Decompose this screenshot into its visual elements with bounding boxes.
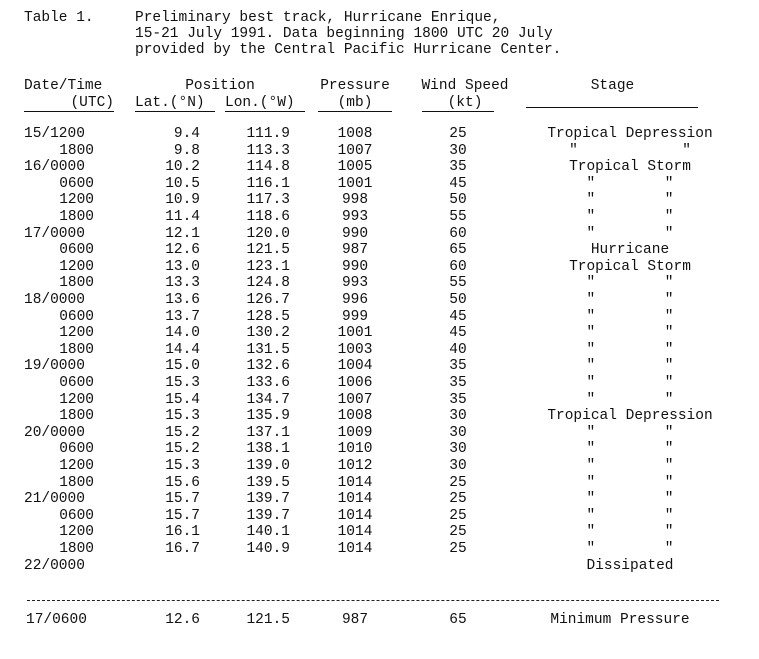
header-position: Position — [185, 78, 255, 94]
cell-date: 1800 — [59, 275, 94, 291]
cell-pressure: 987 — [341, 242, 369, 258]
cell-stage: Dissipated — [586, 558, 674, 574]
caption-line-1: Preliminary best track, Hurricane Enrique, — [135, 10, 501, 26]
cell-stage: " " — [586, 342, 674, 358]
cell-wind: 45 — [449, 176, 467, 192]
caption-line-3: provided by the Central Pacific Hurricane Center. — [135, 42, 562, 58]
cell-wind: 65 — [449, 242, 467, 258]
cell-date: 19/0000 — [24, 358, 85, 374]
cell-wind: 30 — [449, 425, 467, 441]
cell-stage: " " — [586, 325, 674, 341]
cell-stage: " " — [569, 143, 691, 159]
cell-pressure: 1014 — [337, 524, 373, 540]
header-lon: Lon.(°W) — [225, 95, 295, 111]
cell-stage: " " — [586, 475, 674, 491]
cell-lat: 15.6 — [165, 475, 200, 491]
table-separator — [27, 600, 719, 601]
cell-wind: 55 — [449, 275, 467, 291]
cell-date: 0600 — [59, 441, 94, 457]
cell-lat: 13.7 — [165, 309, 200, 325]
cell-lat: 15.7 — [165, 508, 200, 524]
header-date: Date/Time — [24, 78, 103, 94]
cell-lat: 15.0 — [165, 358, 200, 374]
cell-date: 17/0000 — [24, 226, 85, 242]
cell-stage: " " — [586, 524, 674, 540]
cell-pressure: 993 — [341, 275, 369, 291]
cell-stage: " " — [586, 309, 674, 325]
cell-lon: 139.5 — [246, 475, 290, 491]
cell-date: 1200 — [59, 259, 94, 275]
cell-wind: 30 — [449, 143, 467, 159]
cell-pressure: 1012 — [337, 458, 373, 474]
header-wind-unit: (kt) — [447, 95, 483, 111]
header-underline-lon — [225, 111, 305, 112]
cell-lat: 16.1 — [165, 524, 200, 540]
cell-wind: 25 — [449, 475, 467, 491]
cell-lon: 118.6 — [246, 209, 290, 225]
cell-lat: 15.2 — [165, 425, 200, 441]
cell-date: 1200 — [59, 192, 94, 208]
cell-stage: " " — [586, 425, 674, 441]
cell-pressure: 1001 — [337, 176, 373, 192]
cell-lat: 15.2 — [165, 441, 200, 457]
cell-lon: 132.6 — [246, 358, 290, 374]
cell-lat: 11.4 — [165, 209, 200, 225]
cell-stage: Tropical Depression — [547, 408, 713, 424]
cell-date: 0600 — [59, 508, 94, 524]
cell-pressure: 1008 — [337, 408, 373, 424]
cell-lon: 139.0 — [246, 458, 290, 474]
cell-stage: " " — [586, 375, 674, 391]
cell-lat: 14.0 — [165, 325, 200, 341]
cell-stage: Tropical Depression — [547, 126, 713, 142]
header-underline-lat — [135, 111, 215, 112]
cell-lon: 140.9 — [246, 541, 290, 557]
caption-line-2: 15-21 July 1991. Data beginning 1800 UTC 20 July — [135, 26, 553, 42]
cell-lat: 12.1 — [165, 226, 200, 242]
cell-stage: Hurricane — [590, 242, 670, 258]
cell-pressure: 1014 — [337, 491, 373, 507]
cell-lon: 140.1 — [246, 524, 290, 540]
cell-date: 15/1200 — [24, 126, 85, 142]
cell-lat: 15.3 — [165, 375, 200, 391]
cell-date: 1800 — [59, 475, 94, 491]
cell-wind: 45 — [449, 325, 467, 341]
cell-date: 1200 — [59, 458, 94, 474]
cell-pressure: 1001 — [337, 325, 373, 341]
cell-lat: 9.4 — [173, 126, 200, 142]
header-lat: Lat.(°N) — [135, 95, 205, 111]
cell-lon: 116.1 — [246, 176, 290, 192]
cell-pressure: 1014 — [337, 508, 373, 524]
cell-lon: 126.7 — [246, 292, 290, 308]
cell-wind: 55 — [449, 209, 467, 225]
cell-lat: 9.8 — [173, 143, 200, 159]
cell-wind: 25 — [449, 491, 467, 507]
cell-lat: 13.0 — [165, 259, 200, 275]
cell-stage: Tropical Storm — [569, 159, 691, 175]
cell-stage: " " — [586, 292, 674, 308]
cell-lat: 15.3 — [165, 408, 200, 424]
cell-wind: 25 — [449, 508, 467, 524]
cell-lon: 131.5 — [246, 342, 290, 358]
cell-date: 20/0000 — [24, 425, 85, 441]
cell-wind: 35 — [449, 358, 467, 374]
cell-pressure: 1014 — [337, 541, 373, 557]
cell-lon: 113.3 — [246, 143, 290, 159]
cell-pressure: 1003 — [337, 342, 373, 358]
cell-date: 0600 — [59, 309, 94, 325]
cell-pressure: 1010 — [337, 441, 373, 457]
header-underline-date — [24, 111, 114, 112]
cell-date: 21/0000 — [24, 491, 85, 507]
cell-lon: 135.9 — [246, 408, 290, 424]
cell-date: 1200 — [59, 325, 94, 341]
cell-lon: 130.2 — [246, 325, 290, 341]
cell-wind: 30 — [449, 458, 467, 474]
cell-lat: 15.7 — [165, 491, 200, 507]
cell-lat: 13.6 — [165, 292, 200, 308]
cell-lat: 15.4 — [165, 392, 200, 408]
cell-lon: 139.7 — [246, 491, 290, 507]
cell-lon: 114.8 — [246, 159, 290, 175]
cell-lon: 123.1 — [246, 259, 290, 275]
cell-pressure: 1006 — [337, 375, 373, 391]
header-underline-wind — [422, 111, 494, 112]
header-underline-stage — [526, 107, 698, 108]
summary-date: 17/0600 — [26, 612, 87, 628]
cell-date: 1800 — [59, 541, 94, 557]
cell-wind: 25 — [449, 541, 467, 557]
cell-stage: " " — [586, 508, 674, 524]
cell-lat: 10.5 — [165, 176, 200, 192]
cell-stage: " " — [586, 226, 674, 242]
cell-lon: 139.7 — [246, 508, 290, 524]
cell-pressure: 990 — [341, 226, 369, 242]
cell-date: 1800 — [59, 342, 94, 358]
cell-lon: 137.1 — [246, 425, 290, 441]
cell-wind: 35 — [449, 392, 467, 408]
cell-stage: " " — [586, 491, 674, 507]
cell-wind: 30 — [449, 441, 467, 457]
cell-pressure: 999 — [341, 309, 369, 325]
cell-pressure: 1005 — [337, 159, 373, 175]
cell-stage: Tropical Storm — [569, 259, 691, 275]
cell-date: 1800 — [59, 209, 94, 225]
cell-stage: " " — [586, 358, 674, 374]
cell-lon: 111.9 — [246, 126, 290, 142]
cell-pressure: 1008 — [337, 126, 373, 142]
cell-date: 22/0000 — [24, 558, 85, 574]
cell-date: 0600 — [59, 176, 94, 192]
header-wind: Wind Speed — [421, 78, 509, 94]
cell-lat: 12.6 — [165, 242, 200, 258]
cell-pressure: 1004 — [337, 358, 373, 374]
cell-wind: 50 — [449, 192, 467, 208]
cell-lon: 124.8 — [246, 275, 290, 291]
cell-pressure: 998 — [341, 192, 369, 208]
header-pressure-unit: (mb) — [337, 95, 373, 111]
cell-wind: 35 — [449, 159, 467, 175]
cell-date: 1200 — [59, 392, 94, 408]
summary-wind: 65 — [449, 612, 467, 628]
cell-stage: " " — [586, 192, 674, 208]
cell-lat: 10.2 — [165, 159, 200, 175]
cell-pressure: 990 — [341, 259, 369, 275]
cell-wind: 45 — [449, 309, 467, 325]
cell-date: 1800 — [59, 143, 94, 159]
summary-lon: 121.5 — [246, 612, 290, 628]
cell-pressure: 1007 — [337, 143, 373, 159]
cell-stage: " " — [586, 176, 674, 192]
cell-lon: 128.5 — [246, 309, 290, 325]
cell-wind: 40 — [449, 342, 467, 358]
cell-stage: " " — [586, 458, 674, 474]
cell-wind: 50 — [449, 292, 467, 308]
cell-date: 1800 — [59, 408, 94, 424]
header-pressure: Pressure — [320, 78, 390, 94]
header-stage: Stage — [590, 78, 635, 94]
cell-lat: 14.4 — [165, 342, 200, 358]
cell-stage: " " — [586, 209, 674, 225]
summary-lat: 12.6 — [165, 612, 200, 628]
cell-lat: 15.3 — [165, 458, 200, 474]
cell-wind: 60 — [449, 226, 467, 242]
cell-lon: 121.5 — [246, 242, 290, 258]
cell-date: 1200 — [59, 524, 94, 540]
cell-pressure: 993 — [341, 209, 369, 225]
cell-lat: 16.7 — [165, 541, 200, 557]
cell-lat: 13.3 — [165, 275, 200, 291]
cell-lat: 10.9 — [165, 192, 200, 208]
header-utc: (UTC) — [70, 95, 114, 111]
cell-wind: 35 — [449, 375, 467, 391]
summary-pressure: 987 — [341, 612, 369, 628]
cell-date: 16/0000 — [24, 159, 85, 175]
cell-stage: " " — [586, 392, 674, 408]
cell-wind: 25 — [449, 126, 467, 142]
cell-wind: 25 — [449, 524, 467, 540]
cell-pressure: 1009 — [337, 425, 373, 441]
cell-lon: 120.0 — [246, 226, 290, 242]
cell-stage: " " — [586, 541, 674, 557]
cell-wind: 60 — [449, 259, 467, 275]
cell-date: 0600 — [59, 375, 94, 391]
cell-pressure: 996 — [341, 292, 369, 308]
table-label: Table 1. — [24, 10, 94, 26]
cell-lon: 117.3 — [246, 192, 290, 208]
cell-wind: 30 — [449, 408, 467, 424]
cell-date: 18/0000 — [24, 292, 85, 308]
cell-lon: 138.1 — [246, 441, 290, 457]
summary-stage: Minimum Pressure — [550, 612, 690, 628]
cell-stage: " " — [586, 275, 674, 291]
cell-lon: 134.7 — [246, 392, 290, 408]
cell-stage: " " — [586, 441, 674, 457]
cell-lon: 133.6 — [246, 375, 290, 391]
cell-pressure: 1014 — [337, 475, 373, 491]
cell-pressure: 1007 — [337, 392, 373, 408]
header-underline-pressure — [318, 111, 392, 112]
cell-date: 0600 — [59, 242, 94, 258]
